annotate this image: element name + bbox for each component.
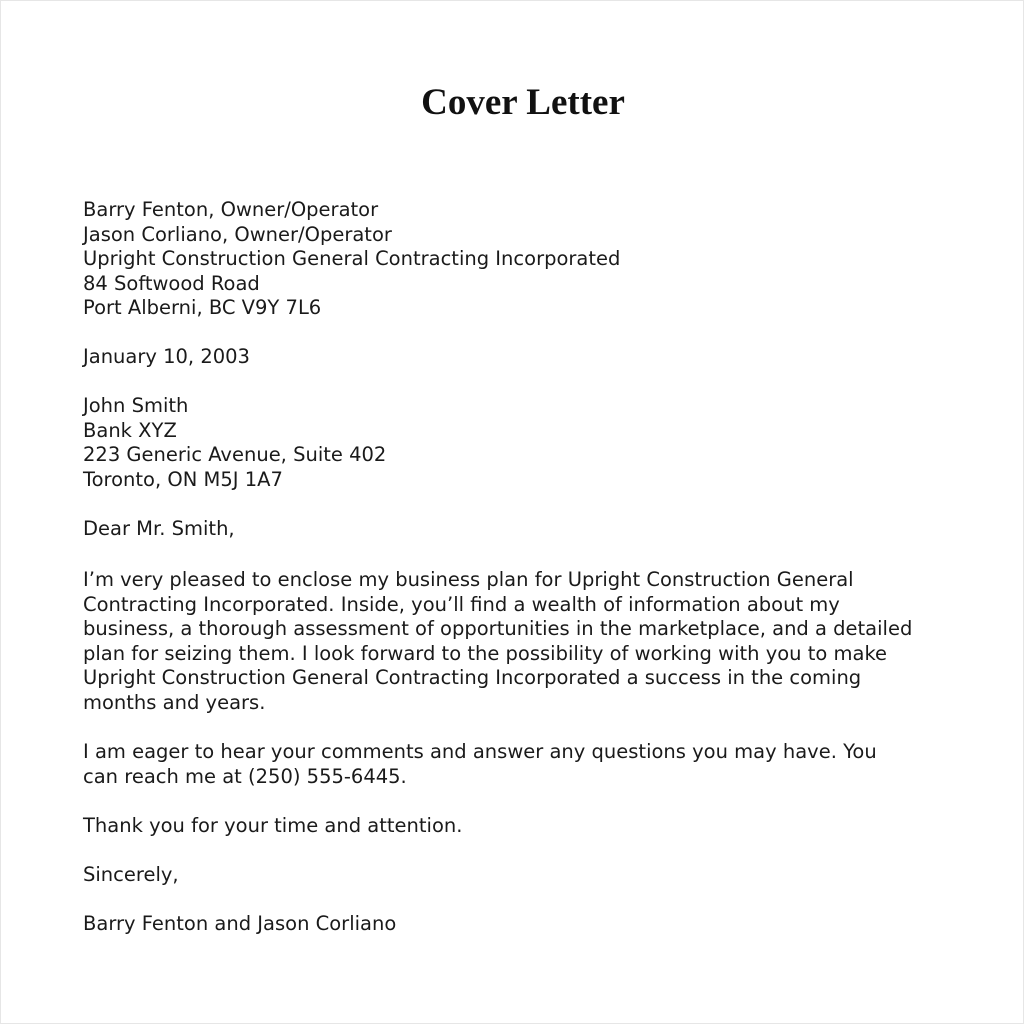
paragraph-line: I’m very pleased to enclose my business plan for Upright Construction General <box>83 568 854 591</box>
recipient-address-block <box>83 394 963 492</box>
closing: Sincerely, <box>83 863 179 886</box>
recipient-line: Bank XYZ <box>83 418 177 442</box>
salutation: Dear Mr. Smith, <box>83 517 235 540</box>
paragraph-line: months and years. <box>83 690 266 714</box>
recipient-line: John Smith <box>83 394 189 417</box>
document-title: Cover Letter <box>421 82 625 123</box>
body-paragraph-1 <box>83 568 963 715</box>
closing-block <box>83 863 963 888</box>
sender-line: Upright Construction General Contracting Incorporated <box>83 247 621 270</box>
sender-line: Port Alberni, BC V9Y 7L6 <box>83 296 322 319</box>
recipient-line: 223 Generic Avenue, Suite 402 <box>83 443 387 466</box>
sender-line: Jason Corliano, Owner/Operator <box>83 222 392 246</box>
body-paragraph-3 <box>83 814 963 839</box>
recipient-line: Toronto, ON M5J 1A7 <box>83 467 283 491</box>
paragraph-line: Upright Construction General Contracting Incorporated a success in the coming <box>83 666 862 689</box>
paragraph-line: can reach me at (250) 555-6445. <box>83 764 407 788</box>
paragraph-line: business, a thorough assessment of opportunities in the marketplace, and a detailed <box>83 617 913 640</box>
letter-date-block <box>83 345 963 370</box>
paragraph-line: Thank you for your time and attention. <box>83 814 463 837</box>
salutation-block <box>83 517 963 542</box>
signature: Barry Fenton and Jason Corliano <box>83 912 397 935</box>
body-paragraph-2 <box>83 740 963 789</box>
letter-date: January 10, 2003 <box>83 345 250 368</box>
sender-line: Barry Fenton, Owner/Operator <box>83 198 379 221</box>
signature-block <box>83 912 963 937</box>
sender-line: 84 Softwood Road <box>83 271 260 295</box>
sender-address-block <box>83 198 963 321</box>
paragraph-line: I am eager to hear your comments and answer any questions you may have. You <box>83 740 877 763</box>
paragraph-line: Contracting Incorporated. Inside, you’ll find a wealth of information about my <box>83 592 840 616</box>
paragraph-line: plan for seizing them. I look forward to the possibility of working with you to make <box>83 641 888 665</box>
